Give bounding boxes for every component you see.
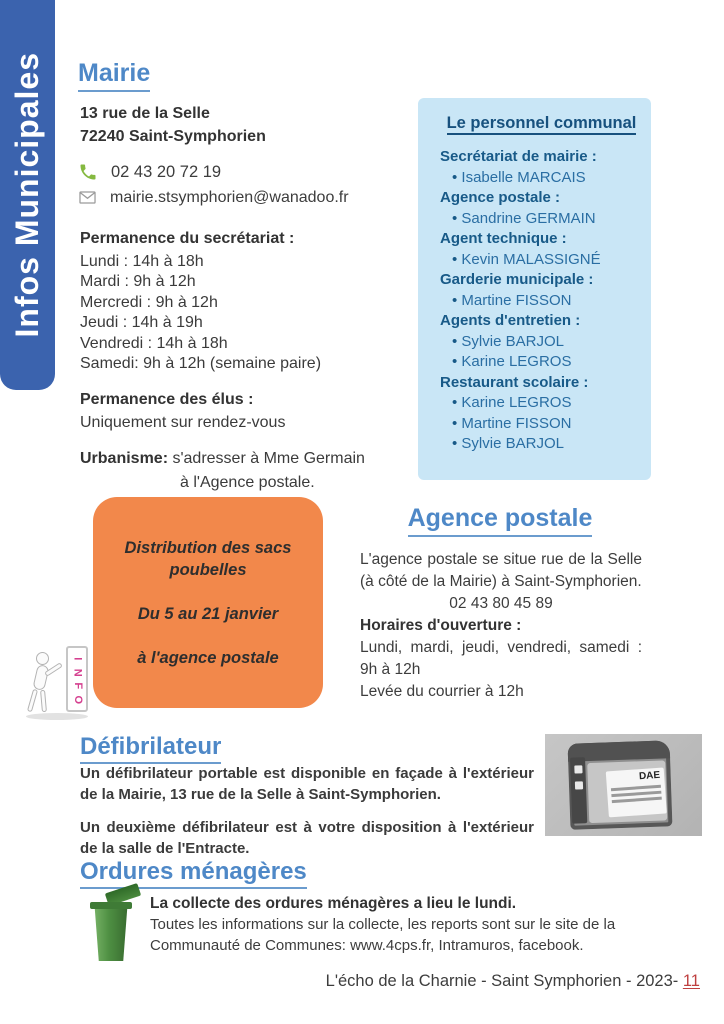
hours-line: Samedi: 9h à 12h (semaine paire) bbox=[80, 355, 322, 372]
ordures-text-block bbox=[150, 893, 698, 956]
personnel-role: Agents d'entretien : bbox=[440, 312, 581, 329]
agence-phone: 02 43 80 45 89 bbox=[449, 595, 553, 612]
horaires-line1: Lundi, mardi, jeudi, vendredi, samedi : 9h à 12h bbox=[360, 639, 642, 678]
info-letter: N bbox=[71, 668, 84, 677]
personnel-name: • Karine LEGROS bbox=[440, 352, 643, 373]
agence-postale-heading: Agence postale bbox=[408, 505, 593, 537]
page-number: 11 bbox=[682, 972, 700, 990]
defibrilateur-heading: Défibrilateur bbox=[80, 734, 221, 764]
mairie-section-title bbox=[78, 60, 150, 92]
personnel-name: • Karine LEGROS bbox=[440, 393, 643, 414]
secretariat-title: Permanence du secrétariat : bbox=[80, 230, 295, 247]
figurine-shadow bbox=[26, 713, 88, 720]
footer-text: L'écho de la Charnie - Saint Symphorien - 2023- bbox=[325, 972, 683, 990]
email-address: mairie.stsymphorien@wanadoo.fr bbox=[110, 188, 349, 206]
ordures-bold-line: La collecte des ordures ménagères a lieu le lundi. bbox=[150, 895, 517, 912]
email-row bbox=[78, 188, 349, 207]
bin-rim bbox=[90, 902, 132, 909]
cabinet-side-strip bbox=[570, 757, 587, 823]
defibrilateur-section-title bbox=[80, 733, 221, 764]
defibrilateur-paragraph1: Un défibrilateur portable est disponible en façade à l'extérieur de la Mairie, 13 rue de la Selle à Saint-Symphorien. bbox=[80, 765, 534, 803]
defibrilateur-body bbox=[80, 763, 534, 859]
phone-row bbox=[78, 162, 221, 182]
agence-postale-section-title bbox=[385, 505, 615, 537]
dae-label bbox=[606, 767, 667, 817]
urbanisme-line2: à l'Agence postale. bbox=[180, 474, 315, 491]
hours-line: Mercredi : 9h à 12h bbox=[80, 293, 218, 311]
info-letter: O bbox=[71, 694, 84, 704]
urbanisme-block bbox=[80, 447, 365, 495]
ordures-heading: Ordures ménagères bbox=[80, 859, 307, 889]
figurine-arm bbox=[44, 662, 63, 677]
defibrilateur-paragraph2: Un deuxième défibrilateur est à votre disposition à l'extérieur de la salle de l'Entracte. bbox=[80, 819, 534, 857]
horaires-label: Horaires d'ouverture : bbox=[360, 617, 522, 634]
elus-title: Permanence des élus : bbox=[80, 391, 254, 408]
distribution-line1: Distribution des sacs poubelles bbox=[124, 538, 292, 579]
horaires-line2: Levée du courrier à 12h bbox=[360, 683, 524, 700]
personnel-role: Secrétariat de mairie : bbox=[440, 148, 597, 165]
figurine-leg bbox=[27, 689, 38, 712]
personnel-name: • Sylvie BARJOL bbox=[440, 332, 643, 353]
hours-line: Mardi : 9h à 12h bbox=[80, 273, 196, 290]
urbanisme-text: s'adresser à Mme Germain bbox=[168, 450, 365, 467]
personnel-role: Agent technique : bbox=[440, 230, 567, 247]
mail-icon bbox=[78, 188, 97, 207]
distribution-line2: Du 5 au 21 janvier bbox=[137, 604, 279, 623]
mairie-heading: Mairie bbox=[78, 60, 150, 92]
info-figurine bbox=[24, 646, 108, 722]
label-instruction-lines bbox=[611, 785, 662, 803]
personnel-role: Restaurant scolaire : bbox=[440, 373, 589, 391]
defibrillator-cabinet bbox=[568, 740, 673, 830]
dae-text: DAE bbox=[638, 769, 661, 783]
distribution-line3: à l'agence postale bbox=[137, 648, 279, 667]
address-line2: 72240 Saint-Symphorien bbox=[80, 128, 266, 145]
personnel-name: • Isabelle MARCAIS bbox=[440, 168, 643, 189]
personnel-name: • Sandrine GERMAIN bbox=[440, 209, 643, 230]
info-sign bbox=[66, 646, 88, 712]
personnel-name: • Martine FISSON bbox=[440, 414, 643, 435]
personnel-title: Le personnel communal bbox=[440, 114, 643, 133]
personnel-name: • Sylvie BARJOL bbox=[440, 434, 643, 455]
address-line1: 13 rue de la Selle bbox=[80, 105, 210, 122]
elus-text: Uniquement sur rendez-vous bbox=[80, 414, 286, 431]
phone-icon bbox=[78, 162, 98, 182]
mairie-address bbox=[80, 102, 266, 148]
figurine-leg bbox=[40, 690, 47, 712]
secretariat-hours bbox=[80, 229, 321, 375]
personnel-role: Garderie municipale : bbox=[440, 271, 594, 288]
footer bbox=[326, 972, 700, 991]
ordures-section-title bbox=[80, 858, 307, 889]
phone-number: 02 43 20 72 19 bbox=[111, 162, 222, 181]
urbanisme-line1 bbox=[80, 447, 365, 471]
hours-line: Jeudi : 14h à 19h bbox=[80, 314, 203, 331]
figurine-torso bbox=[32, 664, 49, 691]
hours-line: Lundi : 14h à 18h bbox=[80, 252, 204, 270]
hours-line: Vendredi : 14h à 18h bbox=[80, 334, 228, 352]
figurine-head bbox=[36, 652, 49, 665]
ordures-info-text: Toutes les informations sur la collecte, les reports sont sur le site de la Communauté de Communes: www.4cps.fr, Intramuros, facebook. bbox=[150, 916, 616, 954]
info-letter: I bbox=[71, 657, 84, 661]
personnel-role: Agence postale : bbox=[440, 189, 561, 206]
personnel-name: • Kevin MALASSIGNÉ bbox=[440, 250, 643, 271]
sidebar-label: Infos Municipales bbox=[9, 52, 45, 338]
trash-bin-icon bbox=[84, 888, 144, 964]
distribution-announcement-box bbox=[93, 497, 323, 708]
bin-body bbox=[93, 909, 129, 961]
agence-paragraph: L'agence postale se situe rue de la Selle (à côté de la Mairie) à Saint-Symphorien. bbox=[360, 551, 642, 590]
elus-block bbox=[80, 388, 285, 434]
personnel-box bbox=[418, 98, 651, 480]
defibrilateur-photo bbox=[545, 734, 702, 836]
urbanisme-label: Urbanisme: bbox=[80, 450, 169, 467]
info-letter: F bbox=[71, 682, 84, 690]
agence-postale-body bbox=[360, 549, 642, 703]
personnel-name: • Martine FISSON bbox=[440, 291, 643, 312]
sidebar-banner bbox=[0, 0, 55, 390]
